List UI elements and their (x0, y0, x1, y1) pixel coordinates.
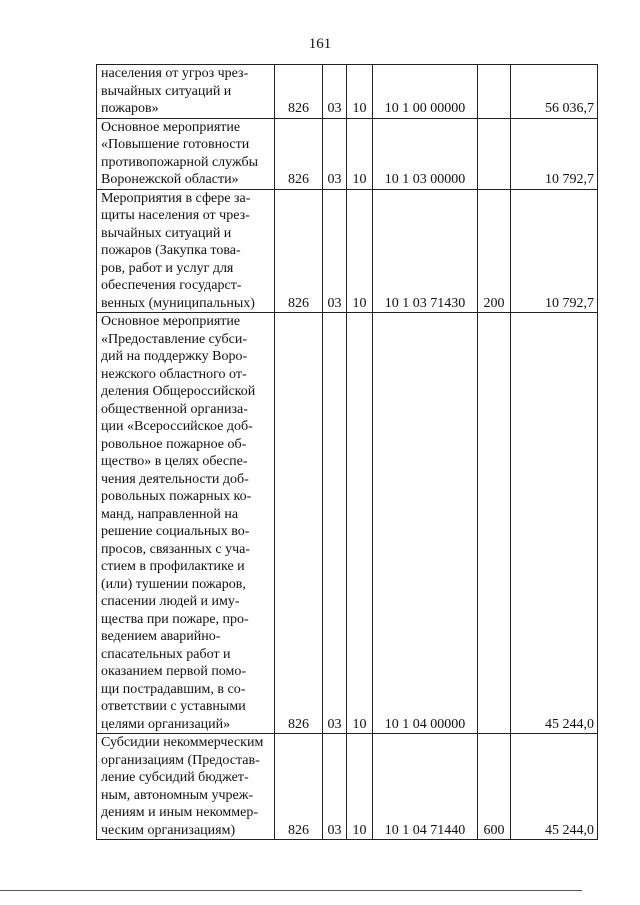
table-row (97, 313, 598, 734)
row-name-cell: Субсидии некоммерческим организациям (Предостав- ление субсидий бюджет- ным, автономным учреж- дениям и иным некоммер- ческим организациям) (97, 734, 275, 840)
row-name-cell: населения от угроз чрез- вычайных ситуаций и пожаров» (97, 65, 275, 119)
budget-table (96, 64, 598, 840)
section-code-cell: 03 (323, 734, 347, 840)
row-name-cell: Мероприятия в сфере за- щиты населения от чрез- вычайных ситуаций и пожаров (Закупка това- ров, работ и услуг для обеспечения государст- венных (муниципальных) (97, 189, 275, 313)
subsection-code-cell: 10 (347, 189, 373, 313)
amount-cell: 10 792,7 (511, 189, 598, 313)
admin-code-cell: 826 (275, 734, 323, 840)
section-code-cell: 03 (323, 189, 347, 313)
admin-code-cell: 826 (275, 65, 323, 119)
expense-type-cell: 200 (478, 189, 511, 313)
target-item-cell: 10 1 03 71430 (373, 189, 478, 313)
section-code-cell: 03 (323, 118, 347, 189)
amount-cell: 45 244,0 (511, 734, 598, 840)
expense-type-cell (478, 65, 511, 119)
amount-cell: 56 036,7 (511, 65, 598, 119)
subsection-code-cell: 10 (347, 65, 373, 119)
page-number: 161 (308, 36, 332, 52)
table-row (97, 734, 598, 840)
admin-code-cell: 826 (275, 313, 323, 734)
table-row (97, 65, 598, 119)
target-item-cell: 10 1 04 71440 (373, 734, 478, 840)
table-row (97, 189, 598, 313)
section-code-cell: 03 (323, 313, 347, 734)
table-row (97, 118, 598, 189)
target-item-cell: 10 1 00 00000 (373, 65, 478, 119)
section-code-cell: 03 (323, 65, 347, 119)
amount-cell: 10 792,7 (511, 118, 598, 189)
footer-divider (0, 890, 582, 891)
expense-type-cell (478, 118, 511, 189)
row-name-cell: Основное мероприятие «Предоставление субси- дий на поддержку Воро- нежского областного от- деления Общероссийской общественной организа- ции «Всероссийское доб- ровольное пожарное об- щество» в целях обеспе- чения деятельности доб- ровольных пожарных ко- манд, направленной на решение социальных во- просов, связанных с уча- стием в профилактике и (или) тушении пожаров, спасении людей и иму- щества при пожаре, про- ведением аварийно- спасательных работ и оказанием первой помо- щи пострадавшим, в со- ответствии с уставными целями организаций» (97, 313, 275, 734)
target-item-cell: 10 1 04 00000 (373, 313, 478, 734)
expense-type-cell (478, 313, 511, 734)
subsection-code-cell: 10 (347, 118, 373, 189)
budget-table-body (97, 65, 598, 840)
amount-cell: 45 244,0 (511, 313, 598, 734)
subsection-code-cell: 10 (347, 734, 373, 840)
admin-code-cell: 826 (275, 118, 323, 189)
subsection-code-cell: 10 (347, 313, 373, 734)
admin-code-cell: 826 (275, 189, 323, 313)
expense-type-cell: 600 (478, 734, 511, 840)
row-name-cell: Основное мероприятие «Повышение готовности противопожарной службы Воронежской области» (97, 118, 275, 189)
target-item-cell: 10 1 03 00000 (373, 118, 478, 189)
